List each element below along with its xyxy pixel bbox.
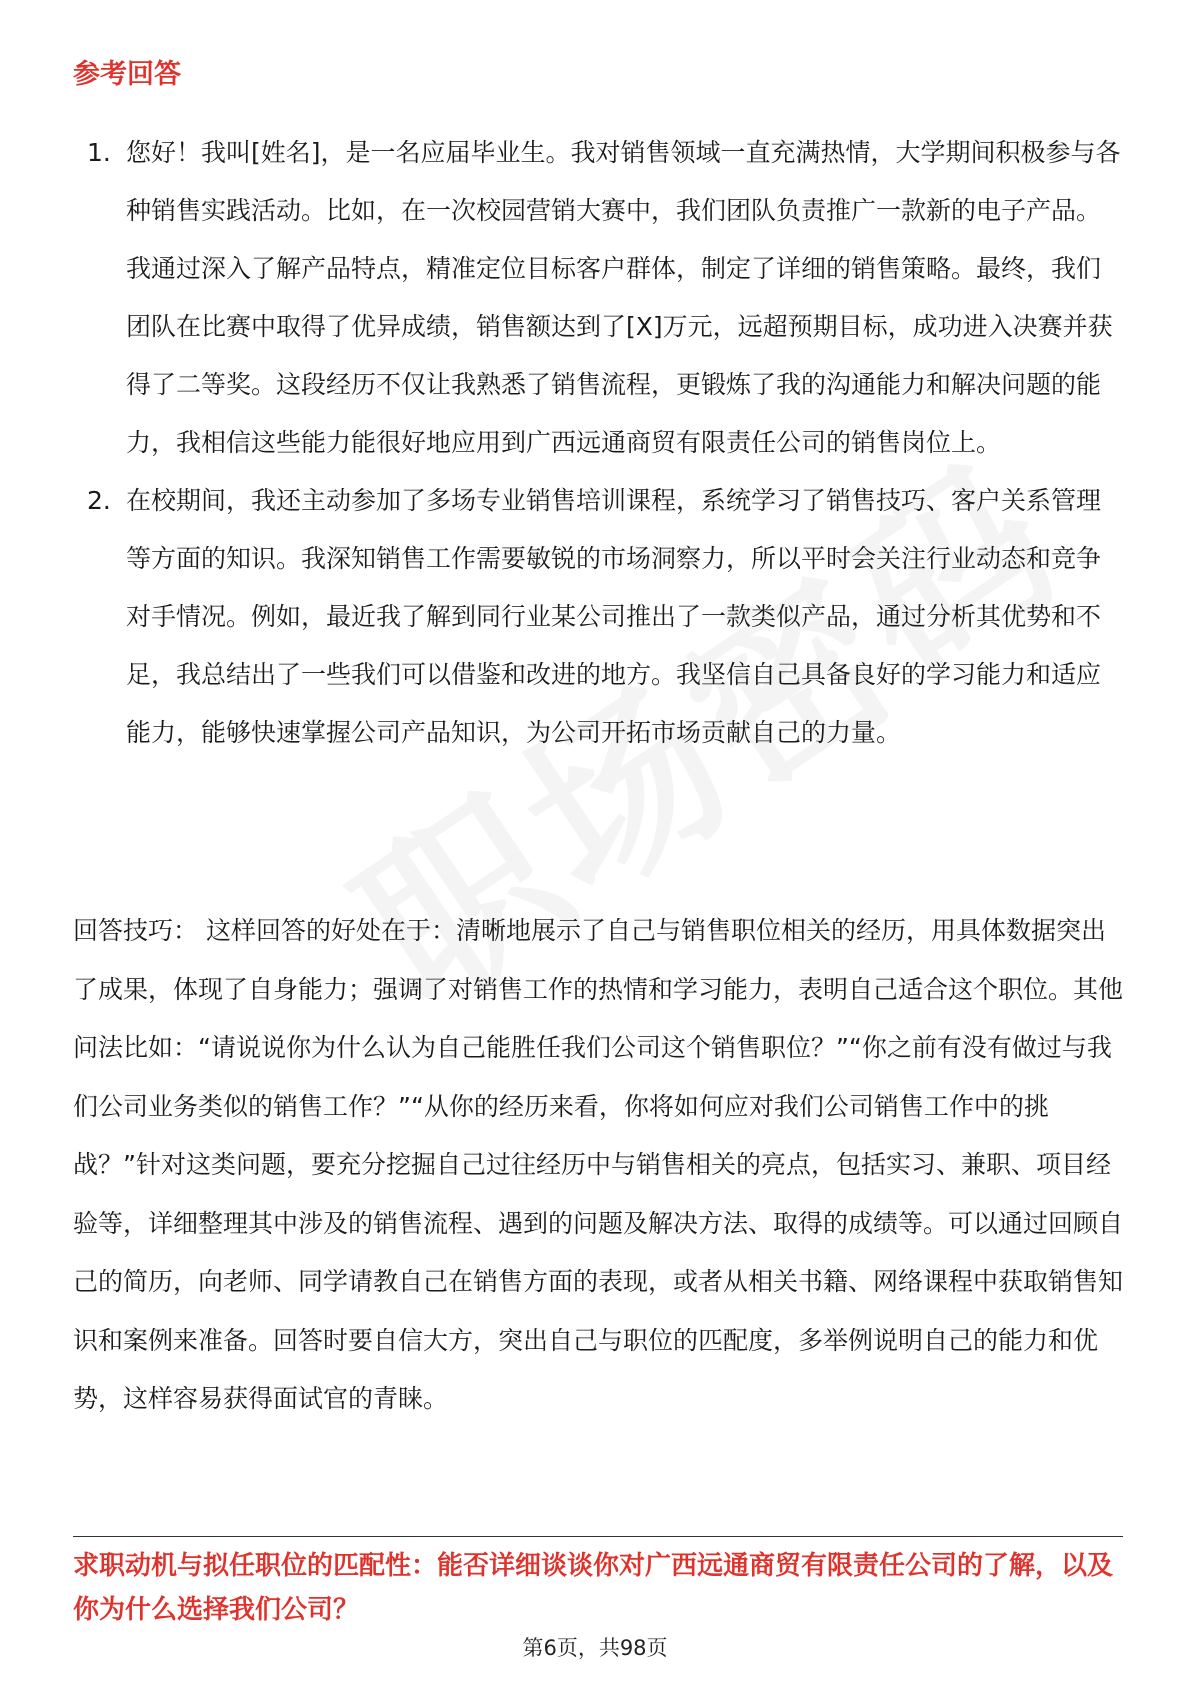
answer-text: 您好！我叫[姓名]，是一名应届毕业生。我对销售领域一直充满热情，大学期间积极参与各种销售实践活动。比如，在一次校园营销大赛中，我们团队负责推广一款新的电子产品。我通过深入了解产品特点，精准定位目标客户群体，制定了详细的销售策略。最终，我们团队在比赛中取得了优异成绩，销售额达到了[X]万元，远超预期目标，成功进入决赛并获得了二等奖。这段经历不仅让我熟悉了销售流程，更锻炼了我的沟通能力和解决问题的能力，我相信这些能力能很好地应用到广西远通商贸有限责任公司的销售岗位上。 — [126, 138, 1121, 457]
answer-text: 在校期间，我还主动参加了多场专业销售培训课程，系统学习了销售技巧、客户关系管理等方面的知识。我深知销售工作需要敏锐的市场洞察力，所以平时会关注行业动态和竞争对手情况。例如，最近我了解到同行业某公司推出了一款类似产品，通过分析其优势和不足，我总结出了一些我们可以借鉴和改进的地方。我坚信自己具备良好的学习能力和适应能力，能够快速掌握公司产品知识，为公司开拓市场贡献自己的力量。 — [126, 486, 1102, 747]
next-question: 求职动机与拟任职位的匹配性：能否详细谈谈你对广西远通商贸有限责任公司的了解，以及你为什么选择我们公司？ — [73, 1551, 1114, 1625]
answer-list — [73, 124, 1123, 762]
section-title: 参考回答 — [73, 59, 181, 90]
answer-tips: 回答技巧： 这样回答的好处在于：清晰地展示了自己与销售职位相关的经历，用具体数据突出了成果，体现了自身能力；强调了对销售工作的热情和学习能力，表明自己适合这个职位。其他问法比如：“请说说你为什么认为自己能胜任我们公司这个销售职位？”“你之前有没有做过与我们公司业务类似的销售工作？”“从你的经历来看，你将如何应对我们公司销售工作中的挑战？”针对这类问题，要充分挖掘自己过往经历中与销售相关的亮点，包括实习、兼职、项目经验等，详细整理其中涉及的销售流程、遇到的问题及解决方法、取得的成绩等。可以通过回顾自己的简历，向老师、同学请教自己在销售方面的表现，或者从相关书籍、网络课程中获取销售知识和案例来准备。回答时要自信大方，突出自己与职位的匹配度，多举例说明自己的能力和优势，这样容易获得面试官的青睐。 — [73, 916, 1124, 1413]
answer-item — [73, 124, 1123, 472]
answer-number: 2. — [87, 486, 111, 515]
answer-item — [73, 472, 1123, 762]
answer-number: 1. — [87, 138, 111, 167]
page-number: 第6页，共98页 — [522, 1636, 668, 1660]
divider — [73, 1536, 1123, 1537]
